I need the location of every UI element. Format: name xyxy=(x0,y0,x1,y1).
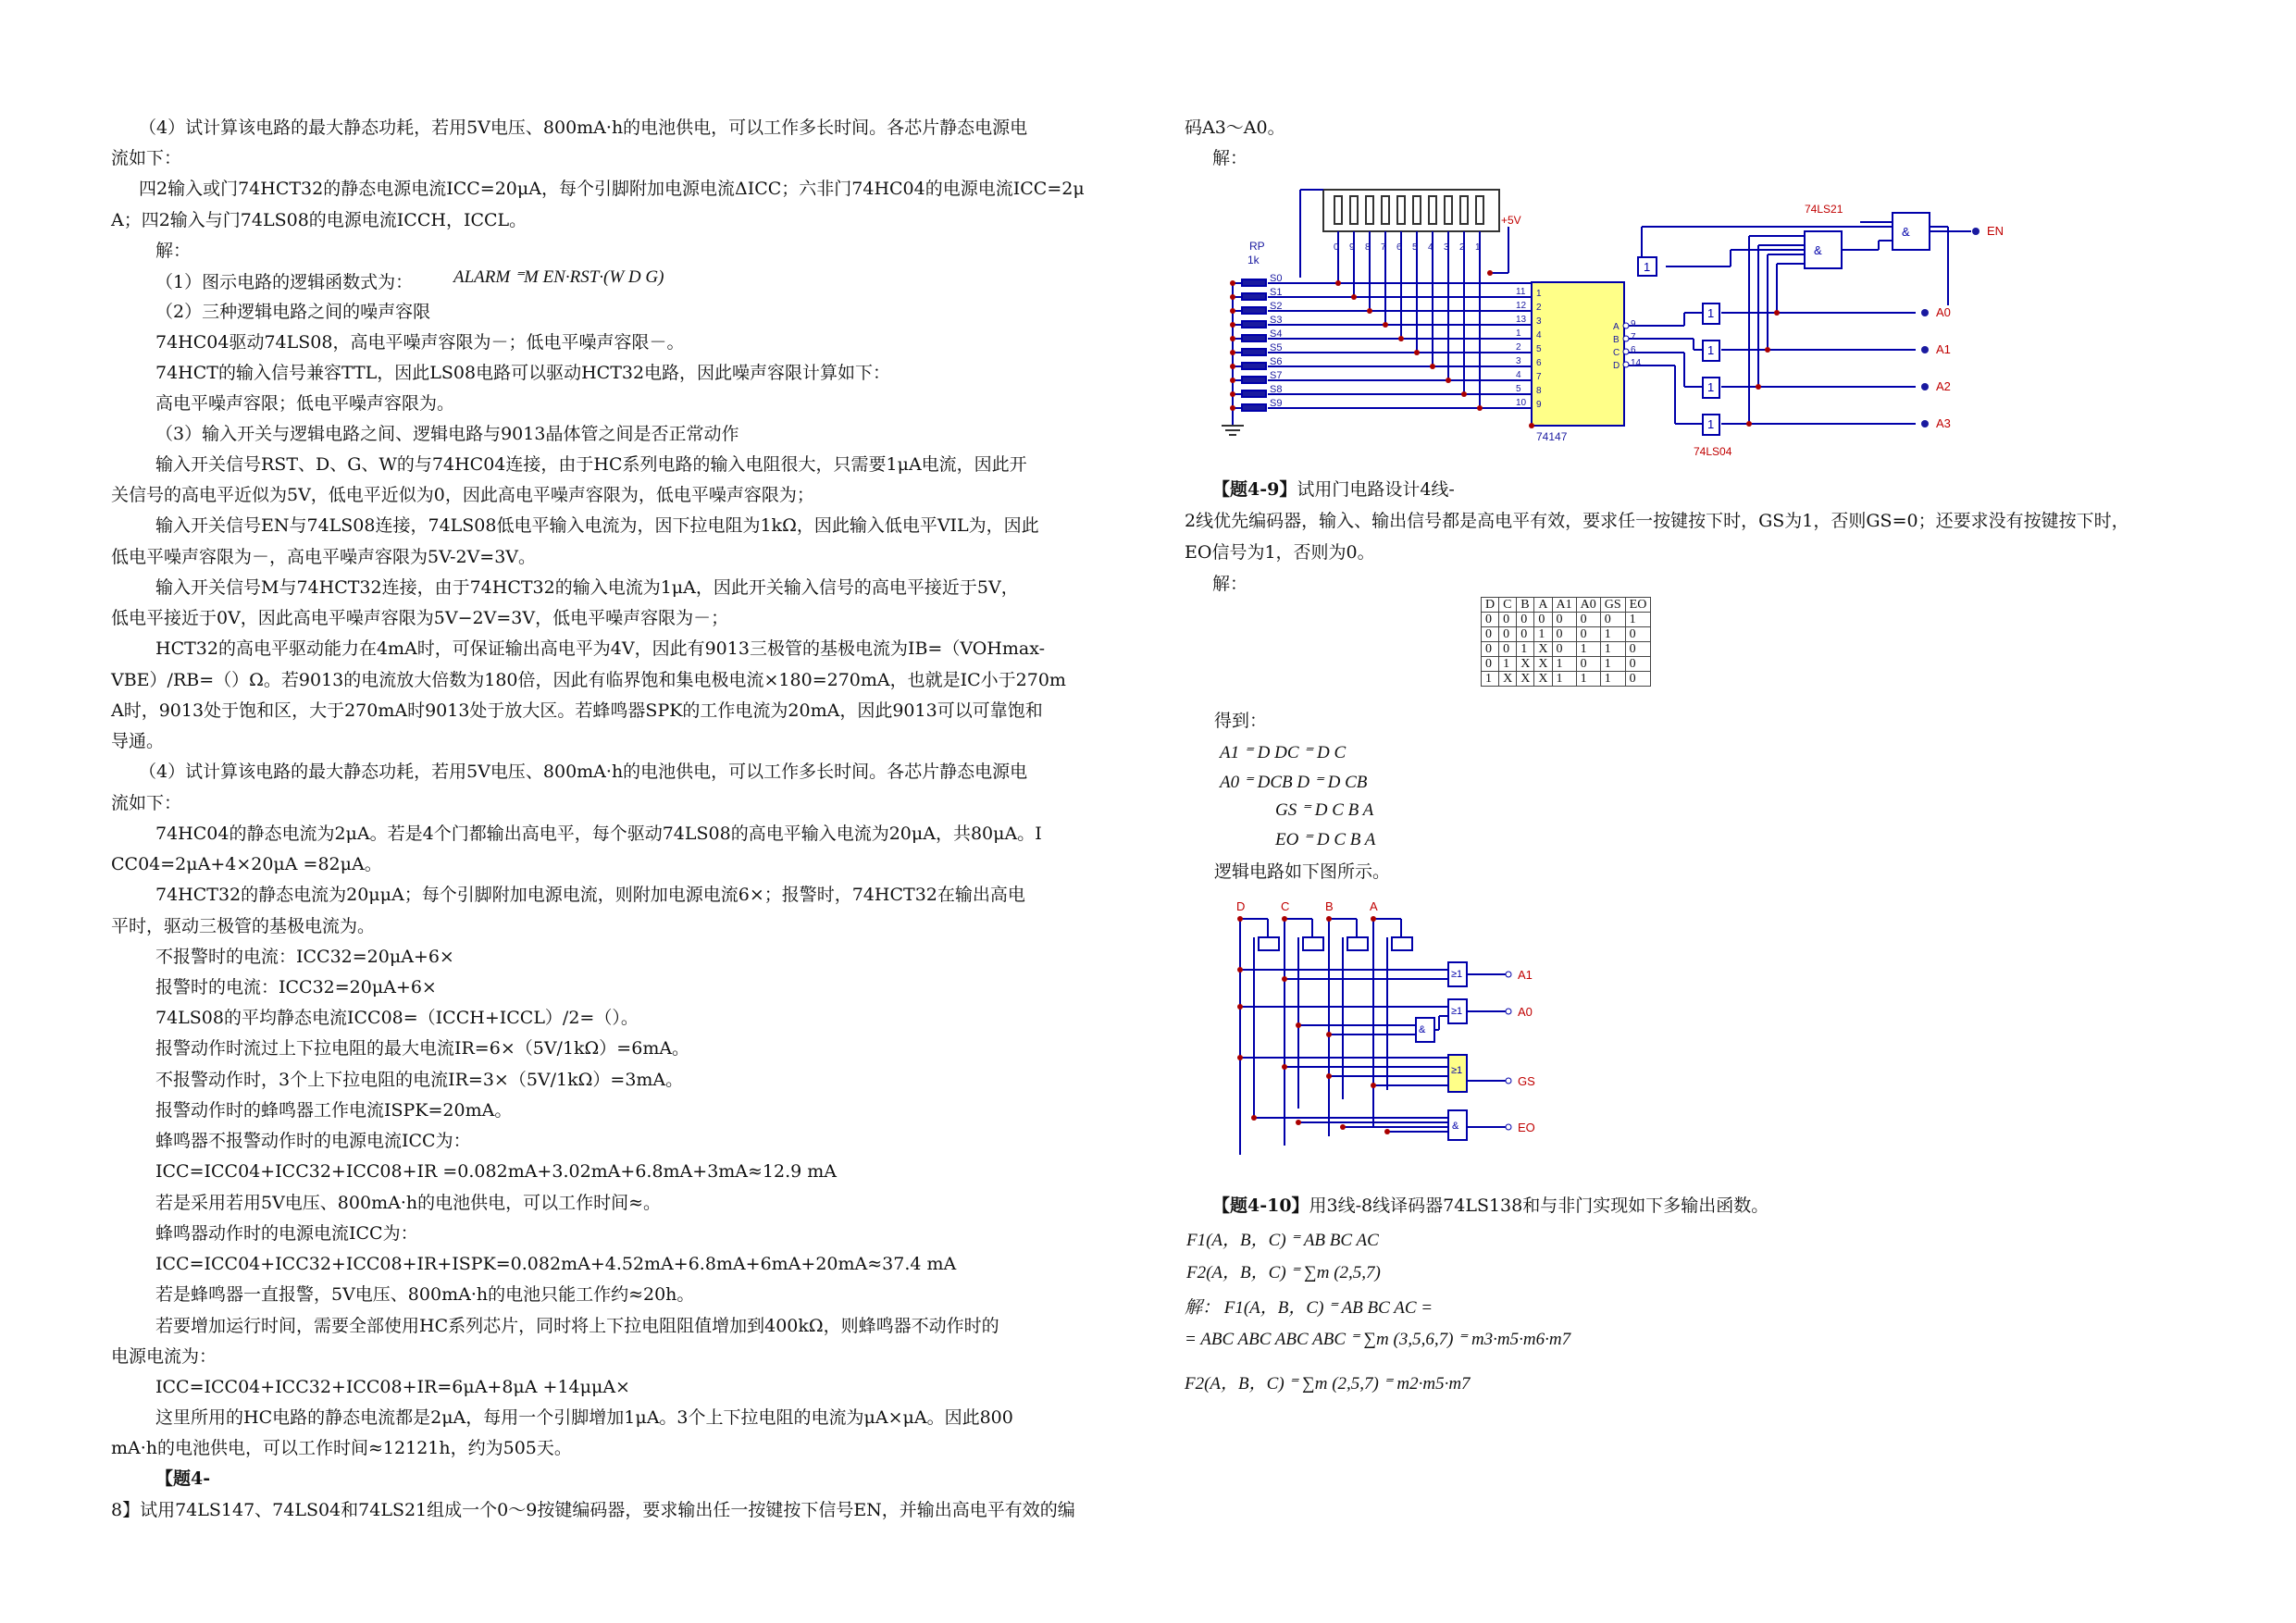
truth-table-cell: 0 xyxy=(1600,613,1625,627)
input-label: C xyxy=(1281,899,1290,913)
left-line: 低电平噪声容限为－，高电平噪声容限为5V-2V=3V。 xyxy=(111,547,537,567)
truth-table-cell: 0 xyxy=(1552,627,1576,642)
left-line: 报警动作时流过上下拉电阻的最大电流IR=6×（5V/1kΩ）=6mA。 xyxy=(155,1038,690,1059)
left-line: 74HCT32的静态电流为20μμA；每个引脚附加电源电流，则附加电源电流6×；报警时，74HCT32在输出高电 xyxy=(155,885,1025,905)
truth-table-cell: 1 xyxy=(1552,672,1576,687)
ic147-output-label: C xyxy=(1613,348,1620,358)
rp-value: 1k xyxy=(1247,254,1260,266)
de-dao: 得到： xyxy=(1214,711,1268,731)
left-line: （3）输入开关与逻辑电路之间、逻辑电路与9013晶体管之间是否正常动作 xyxy=(155,424,739,444)
key-switch xyxy=(1242,335,1266,341)
luoji-text: 逻辑电路如下图所示。 xyxy=(1214,861,1391,882)
left-line: （1）图示电路的逻辑函数式为： xyxy=(155,272,414,292)
key-switch xyxy=(1242,404,1266,411)
resistor xyxy=(1366,196,1373,224)
key-switch xyxy=(1242,293,1266,300)
ic147-input-label: 3 xyxy=(1536,316,1542,327)
ic147-out-pin: 14 xyxy=(1631,358,1642,368)
ic147-label: 74147 xyxy=(1536,430,1568,443)
left-line: 蜂鸣器不报警动作时的电源电流ICC为： xyxy=(155,1131,471,1151)
ic147-pin-number: 1 xyxy=(1516,328,1521,339)
resistor xyxy=(1334,196,1342,224)
left-line: 74HCT的输入信号兼容TTL，因此LS08电路可以驱动HCT32电路，因此噪声容限计算如下： xyxy=(155,363,891,383)
left-line: 74HC04驱动74LS08，高电平噪声容限为－；低电平噪声容限－。 xyxy=(155,332,685,353)
resistor-number: 0 xyxy=(1334,242,1339,253)
ic147-pin-number: 11 xyxy=(1516,287,1526,297)
left-line: （4）试计算该电路的最大静态功耗，若用5V电压、800mA·h的电池供电，可以工作多长时间。各芯片静态电源电 xyxy=(139,118,1028,138)
eq-gs: GS ⁼ D C B A xyxy=(1275,800,1374,820)
resistor-number: 6 xyxy=(1396,242,1402,253)
ic147-out-pin: 7 xyxy=(1631,332,1636,342)
svg-text:1: 1 xyxy=(1707,380,1715,394)
truth-table-cell: X xyxy=(1517,672,1534,687)
truth-table-cell: 0 xyxy=(1534,613,1552,627)
input-label: A xyxy=(1370,899,1378,913)
svg-text:&: & xyxy=(1452,1121,1459,1132)
switch-label: S9 xyxy=(1270,398,1283,409)
truth-table-row xyxy=(1482,657,1651,672)
resistor xyxy=(1350,196,1358,224)
key-switch xyxy=(1242,363,1266,369)
truth-table-cell: 1 xyxy=(1600,672,1625,687)
truth-table-cell: 1 xyxy=(1576,672,1600,687)
resistor-number: 2 xyxy=(1459,242,1465,253)
truth-table-header-cell: A xyxy=(1534,598,1552,613)
left-line: 74LS08的平均静态电流ICC08=（ICCH+ICCL）/2=（）。 xyxy=(155,1008,639,1028)
left-line: 输入开关信号RST、D、G、W的与74HC04连接，由于HC系列电路的输入电阻很大，只需要1μA电流，因此开 xyxy=(155,454,1027,475)
key-switch xyxy=(1242,279,1266,286)
resistor xyxy=(1382,196,1389,224)
eq-f2: F2(A，B，C) ⁼ ∑m (2,5,7) xyxy=(1186,1263,1381,1282)
truth-table-header-cell: D xyxy=(1482,598,1499,613)
plus5v-label: +5V xyxy=(1501,214,1521,227)
left-line: mA·h的电池供电，可以工作时间≈12121h，约为505天。 xyxy=(111,1438,572,1458)
ic147-input-label: 9 xyxy=(1536,400,1542,410)
right-jie-2: 解： xyxy=(1212,574,1248,594)
resistor-number: 7 xyxy=(1381,242,1386,253)
priority-encoder-circuit xyxy=(1212,896,1582,1173)
truth-table-cell: 0 xyxy=(1625,627,1651,642)
truth-table-header xyxy=(1482,598,1651,613)
truth-table-cell: 1 xyxy=(1482,672,1499,687)
svg-text:≥1: ≥1 xyxy=(1451,1065,1463,1076)
svg-text:&: & xyxy=(1419,1024,1426,1035)
resistor xyxy=(1476,196,1483,224)
resistor xyxy=(1397,196,1405,224)
left-line: 这里所用的HC电路的静态电流都是2μA，每用一个引脚增加1μA。3个上下拉电阻的电流为μA×μA。因此800 xyxy=(155,1407,1013,1428)
left-line: 电源电流为： xyxy=(111,1346,217,1367)
left-line: 流如下： xyxy=(111,148,182,168)
ic147-pin-number: 4 xyxy=(1516,370,1521,380)
truth-table-cell: 0 xyxy=(1552,613,1576,627)
ic147-pin-number: 10 xyxy=(1516,398,1527,408)
truth-table-cell: 0 xyxy=(1552,642,1576,657)
ic147-pin-number: 12 xyxy=(1516,301,1527,311)
svg-text:&: & xyxy=(1814,243,1822,257)
left-line: HCT32的高电平驱动能力在4mA时，可保证输出高电平为4V，因此有9013三极管的基极电流为IB=（VOHmax- xyxy=(155,638,1046,659)
right-top-line: 码A3～A0。 xyxy=(1185,118,1285,138)
truth-table-cell: 0 xyxy=(1499,642,1517,657)
truth-table-row xyxy=(1482,672,1651,687)
left-line: 平时，驱动三极管的基极电流为。 xyxy=(111,916,376,936)
left-line: A时，9013处于饱和区，大于270mA时9013处于放大区。若蜂鸣器SPK的工作电流为20mA，因此9013可以可靠饱和 xyxy=(111,700,1043,721)
truth-table-row xyxy=(1482,627,1651,642)
right-jie: 解： xyxy=(1212,148,1248,168)
q410-head: 【题4-10】 xyxy=(1212,1196,1309,1216)
svg-text:≥1: ≥1 xyxy=(1451,969,1463,980)
left-line: 导通。 xyxy=(111,731,165,751)
resistor-number: 5 xyxy=(1412,242,1418,253)
rp-label: RP xyxy=(1249,240,1265,253)
svg-text:≥1: ≥1 xyxy=(1451,1006,1463,1017)
ic147-output-label: D xyxy=(1613,361,1620,371)
ic147-input-label: 2 xyxy=(1536,303,1542,313)
truth-table-cell: 0 xyxy=(1576,627,1600,642)
truth-table-header-cell: C xyxy=(1499,598,1517,613)
truth-table-header-cell: A1 xyxy=(1552,598,1576,613)
truth-table-cell: 1 xyxy=(1517,642,1534,657)
truth-table-header-cell: A0 xyxy=(1576,598,1600,613)
truth-table-cell: 1 xyxy=(1625,613,1651,627)
switch-label: S4 xyxy=(1270,328,1283,340)
eq-a1: A1 ⁼ D DC ⁼ D C xyxy=(1220,743,1347,762)
truth-table-cell: 0 xyxy=(1499,627,1517,642)
resistor-number: 8 xyxy=(1365,242,1371,253)
ic147-pin-number: 3 xyxy=(1516,356,1521,366)
truth-table-cell: X xyxy=(1534,657,1552,672)
truth-table-cell: 0 xyxy=(1517,627,1534,642)
q49-title xyxy=(1212,478,1455,501)
truth-table-row xyxy=(1482,613,1651,627)
svg-text:1: 1 xyxy=(1707,417,1715,431)
left-line: ICC=ICC04+ICC32+ICC08+IR=6μA+8μA +14μμA× xyxy=(155,1377,630,1397)
q410-text: 用3线-8线译码器74LS138和与非门实现如下多输出函数。 xyxy=(1309,1196,1769,1216)
q49-head: 【题4-9】 xyxy=(1212,479,1297,500)
truth-table-header-cell: EO xyxy=(1625,598,1651,613)
left-line: （4）试计算该电路的最大静态功耗，若用5V电压、800mA·h的电池供电，可以工作多长时间。各芯片静态电源电 xyxy=(139,762,1028,782)
ic147-pin-number: 13 xyxy=(1516,315,1527,325)
truth-table-cell: 0 xyxy=(1625,657,1651,672)
left-line: VBE）/RB=（）Ω。若9013的电流放大倍数为180倍，因此有临界饱和集电极电流×180=270mA，也就是IC小于270m xyxy=(111,670,1066,690)
key-switch xyxy=(1242,377,1266,383)
output-label: EO xyxy=(1518,1121,1535,1134)
key-switch xyxy=(1242,390,1266,397)
switch-label: S0 xyxy=(1270,273,1283,284)
left-line: 8】试用74LS147、74LS04和74LS21组成一个0～9按键编码器，要求输出任一按键按下信号EN，并输出高电平有效的编 xyxy=(111,1500,1075,1520)
truth-table-cell: 1 xyxy=(1576,642,1600,657)
left-line: 蜂鸣器动作时的电源电流ICC为： xyxy=(155,1223,418,1244)
output-label: A0 xyxy=(1518,1005,1533,1019)
svg-text:&: & xyxy=(1902,225,1910,239)
switch-label: S2 xyxy=(1270,301,1283,312)
output-label: A0 xyxy=(1936,305,1951,319)
left-line: 报警时的电流：ICC32=20μA+6× xyxy=(155,977,437,997)
truth-table-cell: 0 xyxy=(1482,642,1499,657)
left-line: 74HC04的静态电流为2μA。若是4个门都输出高电平，每个驱动74LS08的高电平输入电流为20μA，共80μA。I xyxy=(155,824,1042,844)
left-line: CC04=2μA+4×20μA =82μA。 xyxy=(111,854,382,874)
q49-text-c: EO信号为1，否则为0。 xyxy=(1185,542,1375,563)
formula-alarm: ALARM ⁼M EN·RST·(W D G) xyxy=(453,267,664,287)
ic147-output-label: B xyxy=(1613,335,1620,345)
truth-table-cell: X xyxy=(1499,672,1517,687)
ic147-out-pin: 6 xyxy=(1631,345,1636,355)
left-line: ICC=ICC04+ICC32+ICC08+IR+ISPK=0.082mA+4.52mA+6.8mA+6mA+20mA≈37.4 mA xyxy=(155,1254,957,1274)
ic147-input-label: 6 xyxy=(1536,358,1542,368)
resistor-number: 9 xyxy=(1349,242,1355,253)
ls21-label: 74LS21 xyxy=(1805,203,1843,216)
left-line: 不报警时的电流：ICC32=20μA+6× xyxy=(155,947,454,967)
left-line: A；四2输入与门74LS08的电源电流ICCH，ICCL。 xyxy=(111,210,527,230)
left-line: 若是采用若用5V电压、800mA·h的电池供电，可以工作时间≈。 xyxy=(155,1193,662,1213)
truth-table-cell: X xyxy=(1517,657,1534,672)
eq-eo: EO ⁼ D C B A xyxy=(1275,830,1376,849)
output-label: A3 xyxy=(1936,416,1951,430)
truth-table-cell: 1 xyxy=(1552,657,1576,672)
left-line: 低电平接近于0V，因此高电平噪声容限为5V−2V=3V，低电平噪声容限为－； xyxy=(111,608,729,628)
key-switch xyxy=(1242,321,1266,328)
output-label: A1 xyxy=(1936,342,1951,356)
left-line: 输入开关信号M与74HCT32连接，由于74HCT32的输入电流为1μA，因此开关输入信号的高电平接近于5V， xyxy=(155,577,1019,598)
q49-text-b: 2线优先编码器，输入、输出信号都是高电平有效，要求任一按键按下时，GS为1，否则GS=0；还要求没有按键按下时， xyxy=(1185,511,2129,531)
left-line: （2）三种逻辑电路之间的噪声容限 xyxy=(155,302,431,322)
output-label: A1 xyxy=(1518,968,1533,982)
left-line: 解： xyxy=(155,241,192,261)
truth-table-cell: 0 xyxy=(1517,613,1534,627)
left-line: 若是蜂鸣器一直报警，5V电压、800mA·h的电池只能工作约≈20h。 xyxy=(155,1284,695,1305)
eq-f1: F1(A，B，C) ⁼ AB BC AC xyxy=(1186,1231,1379,1250)
svg-text:1: 1 xyxy=(1644,260,1651,274)
left-line: 若要增加运行时间，需要全部使用HC系列芯片，同时将上下拉电阻阻值增加到400kΩ，则蜂鸣器不动作时的 xyxy=(155,1316,999,1336)
resistor xyxy=(1445,196,1452,224)
truth-table-cell: 1 xyxy=(1499,657,1517,672)
ic147-pin-number: 2 xyxy=(1516,342,1521,353)
q410-title xyxy=(1212,1195,1769,1217)
resistor-number: 1 xyxy=(1475,242,1481,253)
left-line: 不报警动作时，3个上下拉电阻的电流IR=3×（5V/1kΩ）=3mA。 xyxy=(155,1070,684,1090)
resistor xyxy=(1429,196,1436,224)
switch-label: S7 xyxy=(1270,370,1283,381)
truth-table-cell: 1 xyxy=(1600,627,1625,642)
truth-table-cell: 0 xyxy=(1499,613,1517,627)
input-label: B xyxy=(1325,899,1334,913)
left-line: 四2输入或门74HCT32的静态电源电流ICC=20μA，每个引脚附加电源电流ΔICC；六非门74HC04的电源电流ICC=2μ xyxy=(139,179,1085,199)
truth-table-cell: 0 xyxy=(1576,657,1600,672)
left-line: 流如下： xyxy=(111,793,182,813)
ic147-input-label: 8 xyxy=(1536,386,1542,396)
output-label: GS xyxy=(1518,1074,1535,1088)
switch-label: S6 xyxy=(1270,356,1283,367)
truth-table-header-cell: GS xyxy=(1600,598,1625,613)
ic147-pin-number: 5 xyxy=(1516,384,1521,394)
input-label: D xyxy=(1236,899,1246,913)
switch-label: S3 xyxy=(1270,315,1283,326)
eq-sol2: = ABC ABC ABC ABC ⁼ ∑m (3,5,6,7) ⁼ m3·m5·m6·m7 xyxy=(1185,1330,1571,1349)
ic147-input-label: 1 xyxy=(1536,289,1542,299)
eq-a0: A0 ⁼ DCB D ⁼ D CB xyxy=(1220,773,1368,792)
left-line: ICC=ICC04+ICC32+ICC08+IR =0.082mA+3.02mA+6.8mA+3mA≈12.9 mA xyxy=(155,1161,838,1182)
truth-table-header-cell: B xyxy=(1517,598,1534,613)
truth-table-cell: X xyxy=(1534,642,1552,657)
ic147-input-label: 7 xyxy=(1536,372,1542,382)
resistor xyxy=(1413,196,1421,224)
left-line: 高电平噪声容限；低电平噪声容限为。 xyxy=(155,393,455,414)
ic147-input-label: 4 xyxy=(1536,330,1542,341)
truth-table-cell: 1 xyxy=(1600,657,1625,672)
left-line: 【题4- xyxy=(155,1468,211,1489)
ic147-output-label: A xyxy=(1613,322,1620,332)
left-line: 报警动作时的蜂鸣器工作电流ISPK=20mA。 xyxy=(155,1100,513,1121)
truth-table-cell: 1 xyxy=(1600,642,1625,657)
truth-table-row xyxy=(1482,642,1651,657)
switch-label: S5 xyxy=(1270,342,1283,353)
svg-text:1: 1 xyxy=(1707,306,1715,320)
svg-text:1: 1 xyxy=(1707,343,1715,357)
eq-sol3: F2(A，B，C) ⁼ ∑m (2,5,7) ⁼ m2·m5·m7 xyxy=(1185,1374,1471,1394)
left-line: 关信号的高电平近似为5V，低电平近似为0，因此高电平噪声容限为，低电平噪声容限为； xyxy=(111,485,814,505)
truth-table xyxy=(1481,597,1651,687)
truth-table-cell: 0 xyxy=(1576,613,1600,627)
output-label: EN xyxy=(1987,224,2004,238)
output-label: A2 xyxy=(1936,379,1951,393)
truth-table-cell: 1 xyxy=(1534,627,1552,642)
resistor xyxy=(1460,196,1468,224)
truth-table-cell: X xyxy=(1534,672,1552,687)
switch-label: S1 xyxy=(1270,287,1283,298)
resistor-number: 3 xyxy=(1444,242,1449,253)
encoder-circuit xyxy=(1212,176,2045,472)
left-line: 输入开关信号EN与74LS08连接，74LS08低电平输入电流为，因下拉电阻为1kΩ，因此输入低电平VIL为，因此 xyxy=(155,515,1039,536)
truth-table-cell: 0 xyxy=(1625,642,1651,657)
switch-label: S8 xyxy=(1270,384,1283,395)
ic147-out-pin: 9 xyxy=(1631,319,1636,329)
q49-text-a: 试用门电路设计4线- xyxy=(1297,479,1455,500)
key-switch xyxy=(1242,349,1266,355)
eq-sol1: 解： F1(A，B，C) ⁼ AB BC AC = xyxy=(1185,1298,1433,1318)
truth-table-cell: 0 xyxy=(1625,672,1651,687)
resistor-number: 4 xyxy=(1428,242,1433,253)
key-switch xyxy=(1242,307,1266,314)
ls04-label: 74LS04 xyxy=(1694,445,1732,458)
truth-table-cell: 0 xyxy=(1482,613,1499,627)
ic147-input-label: 5 xyxy=(1536,344,1542,354)
truth-table-cell: 0 xyxy=(1482,657,1499,672)
truth-table-cell: 0 xyxy=(1482,627,1499,642)
